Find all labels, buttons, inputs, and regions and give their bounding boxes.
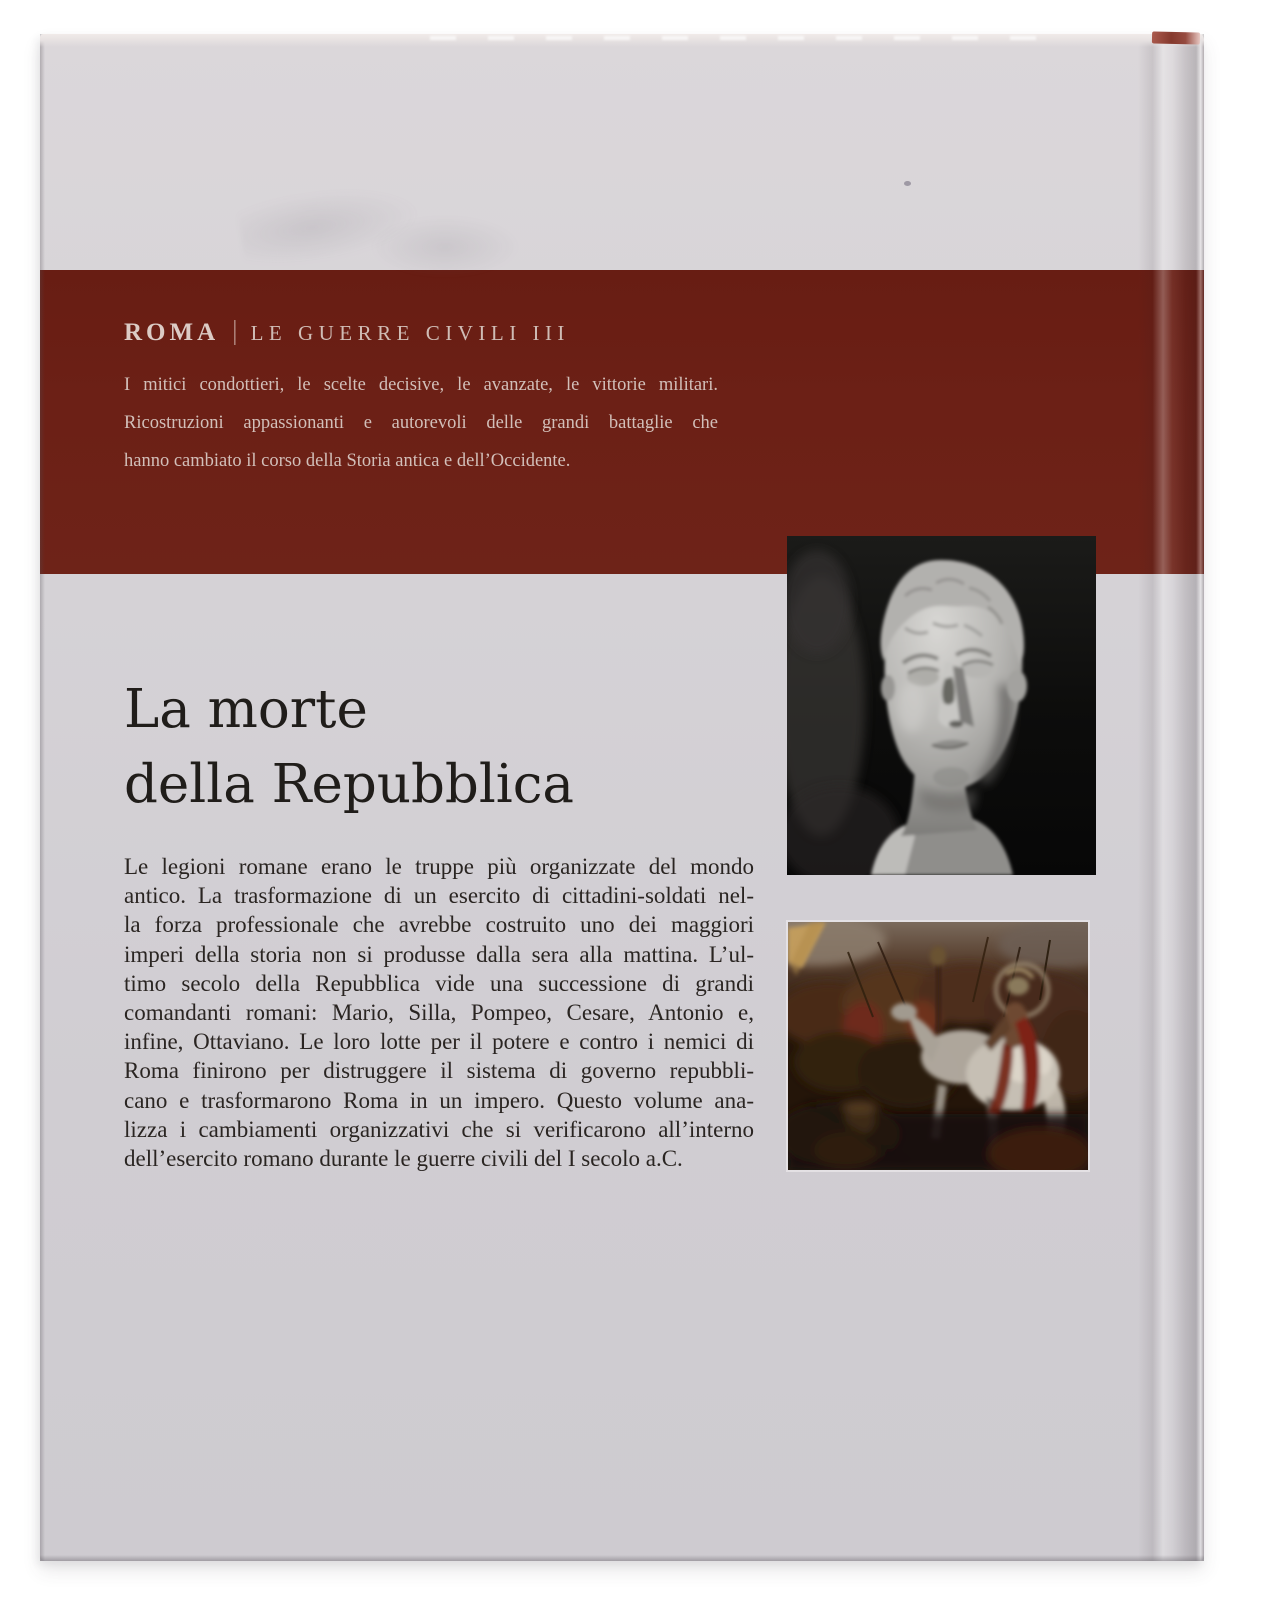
battle-painting-illustration	[788, 922, 1088, 1170]
blurb-line: dell’esercito romano durante le guerre civili del I secolo a.C.	[124, 1146, 683, 1172]
marble-bust-illustration	[787, 536, 1096, 875]
blurb-line: infine, Ottaviano. Le loro lotte per il potere e contro i nemici di	[124, 1029, 754, 1055]
series-header	[124, 316, 570, 347]
book-top-edge	[40, 34, 1204, 47]
cover-smudge	[370, 216, 520, 278]
book-left-edge-shadow	[40, 34, 45, 1561]
series-name: ROMA	[124, 319, 220, 346]
book-title	[124, 672, 574, 822]
blurb-line: Le legioni romane erano le truppe più organizzate del mondo	[124, 854, 754, 879]
spine-corner-detail	[1152, 31, 1200, 44]
series-tagline	[124, 366, 718, 480]
separator-bar: |	[232, 315, 238, 345]
tagline-line: hanno cambiato il corso della Storia antica e dell’Occidente.	[124, 451, 571, 471]
blurb-line: timo secolo della Repubblica vide una successione di grandi	[124, 970, 754, 996]
series-band	[40, 270, 1204, 574]
blurb-line: la forza professionale che avrebbe costruito uno dei maggiori	[124, 912, 754, 938]
top-edge-glare	[430, 36, 1050, 40]
blurb-line: comandanti romani: Mario, Silla, Pompeo, Cesare, Antonio e,	[124, 1000, 754, 1026]
marble-bust-photo	[787, 536, 1096, 875]
cover-smudge	[236, 178, 424, 272]
back-cover-blurb	[124, 852, 754, 1173]
blurb-line: antico. La trasformazione di un esercito di cittadini-soldati nel-	[124, 883, 754, 909]
book-title-line: della Repubblica	[124, 754, 575, 815]
book-back-cover	[40, 34, 1204, 1561]
tagline-line: Ricostruzioni appassionanti e autorevoli delle grandi battaglie che	[124, 413, 718, 433]
cover-speck	[904, 181, 911, 186]
blurb-line: imperi della storia non si produsse dalla sera alla mattina. L’ul-	[124, 941, 754, 967]
tagline-line: I mitici condottieri, le scelte decisive, le avanzate, le vittorie militari.	[124, 375, 718, 395]
cover-fold-highlight	[1138, 34, 1204, 1561]
blurb-line: cano e trasformarono Roma in un impero. Questo volume ana-	[124, 1087, 754, 1113]
blurb-line: Roma finirono per distruggere il sistema di governo repubbli-	[124, 1058, 754, 1084]
book-title-line: La morte	[124, 679, 368, 740]
book-bottom-edge-shadow	[40, 1555, 1204, 1561]
collection-title: LE GUERRE CIVILI III	[250, 321, 570, 345]
blurb-line: lizza i cambiamenti organizzativi che si verificarono all’interno	[124, 1116, 754, 1142]
battle-painting-photo	[788, 922, 1088, 1170]
